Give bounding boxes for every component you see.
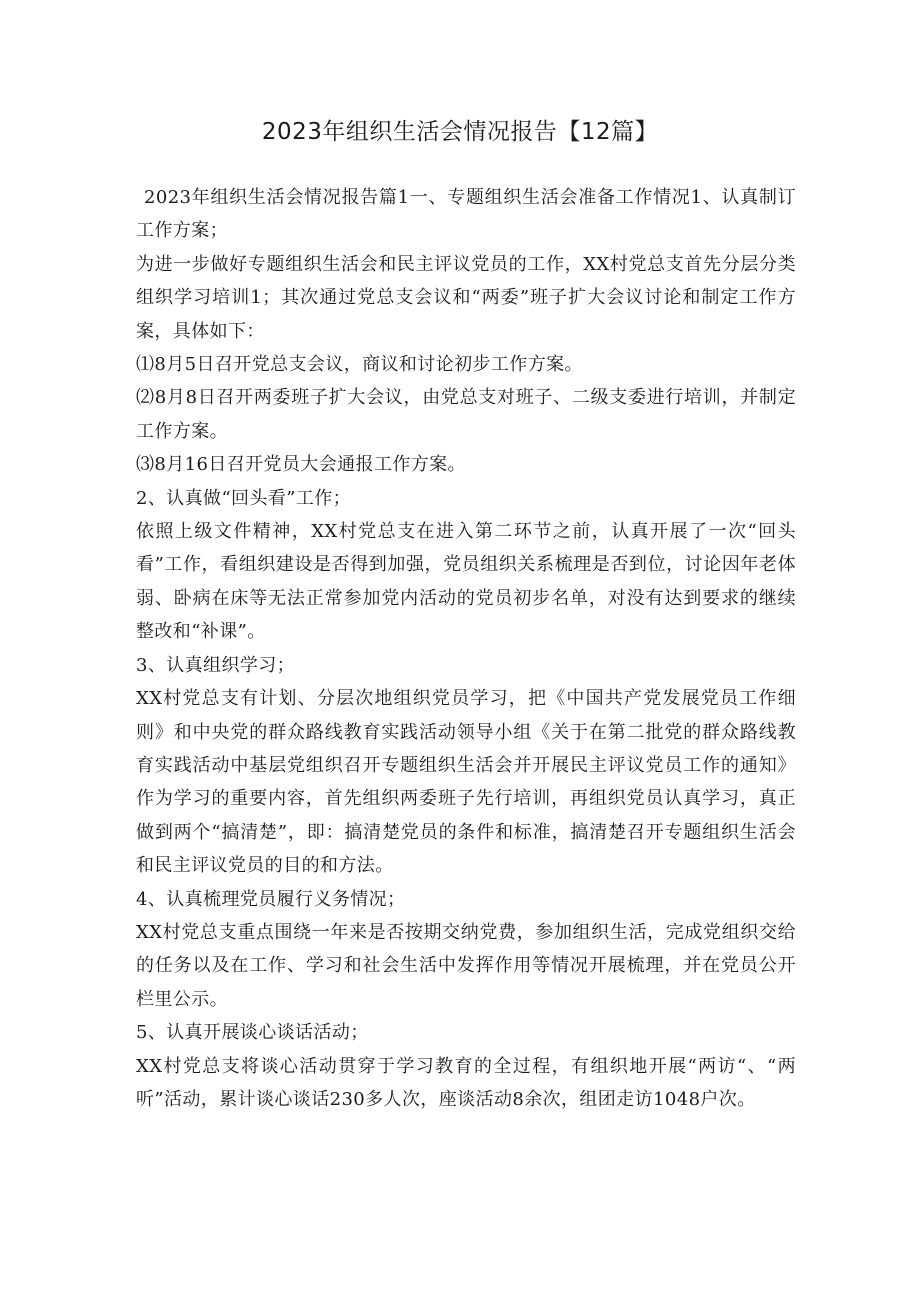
paragraph: ⑶8月16日召开党员大会通报工作方案。 — [136, 454, 466, 476]
paragraph: 为进一步做好专题组织生活会和民主评议党员的工作，XX村党总支首先分层分类组织学习培训1；其次通过党总支会议和“两委”班子扩大会议讨论和制定工作方案，具体如下： — [136, 253, 796, 342]
paragraph: XX村党总支有计划、分层次地组织党员学习，把《中国共产党发展党员工作细则》和中央党的群众路线教育实践活动领导小组《关于在第二批党的群众路线教育实践活动中基层党组织召开专题组织生活会并开展民主评议党员工作的通知》作为学习的重要内容，首先组织两委班子先行培训，再组织党员认真学习，真正做到两个“搞清楚”，即：搞清楚党员的条件和标准，搞清楚召开专题组织生活会和民主评议党员的目的和方法。 — [136, 688, 796, 877]
paragraph: XX村党总支将谈心活动贯穿于学习教育的全过程，有组织地开展“两访“、“两听”活动，累计谈心谈话230多人次，座谈活动8余次，组团走访1048户次。 — [136, 1055, 796, 1110]
paragraph: XX村党总支重点围绕一年来是否按期交纳党费，参加组织生活，完成党组织交给的任务以及在工作、学习和社会生活中发挥作用等情况开展梳理，并在党员公开栏里公示。 — [136, 921, 796, 1010]
section-heading: 4、认真梳理党员履行义务情况； — [136, 888, 406, 910]
section-heading: 2、认真做“回头看”工作； — [136, 487, 352, 509]
document-title: 2023年组织生活会情况报告【12篇】 — [261, 119, 659, 145]
paragraph: ⑵8月8日召开两委班子扩大会议，由党总支对班子、二级支委进行培训，并制定工作方案。 — [136, 387, 796, 442]
document-body — [136, 181, 796, 1116]
paragraph: 2023年组织生活会情况报告篇1一、专题组织生活会准备工作情况1、认真制订工作方案； — [136, 187, 796, 242]
section-heading: 3、认真组织学习； — [136, 654, 296, 676]
section-heading: 5、认真开展谈心谈话活动； — [136, 1022, 369, 1044]
paragraph: ⑴8月5日召开党总支会议，商议和讨论初步工作方案。 — [136, 354, 583, 376]
paragraph: 依照上级文件精神，XX村党总支在进入第二环节之前，认真开展了一次“回头看”工作，看组织建设是否得到加强，党员组织关系梳理是否到位，讨论因年老体弱、卧病在床等无法正常参加党内活动的党员初步名单，对没有达到要求的继续整改和“补课”。 — [136, 521, 796, 643]
